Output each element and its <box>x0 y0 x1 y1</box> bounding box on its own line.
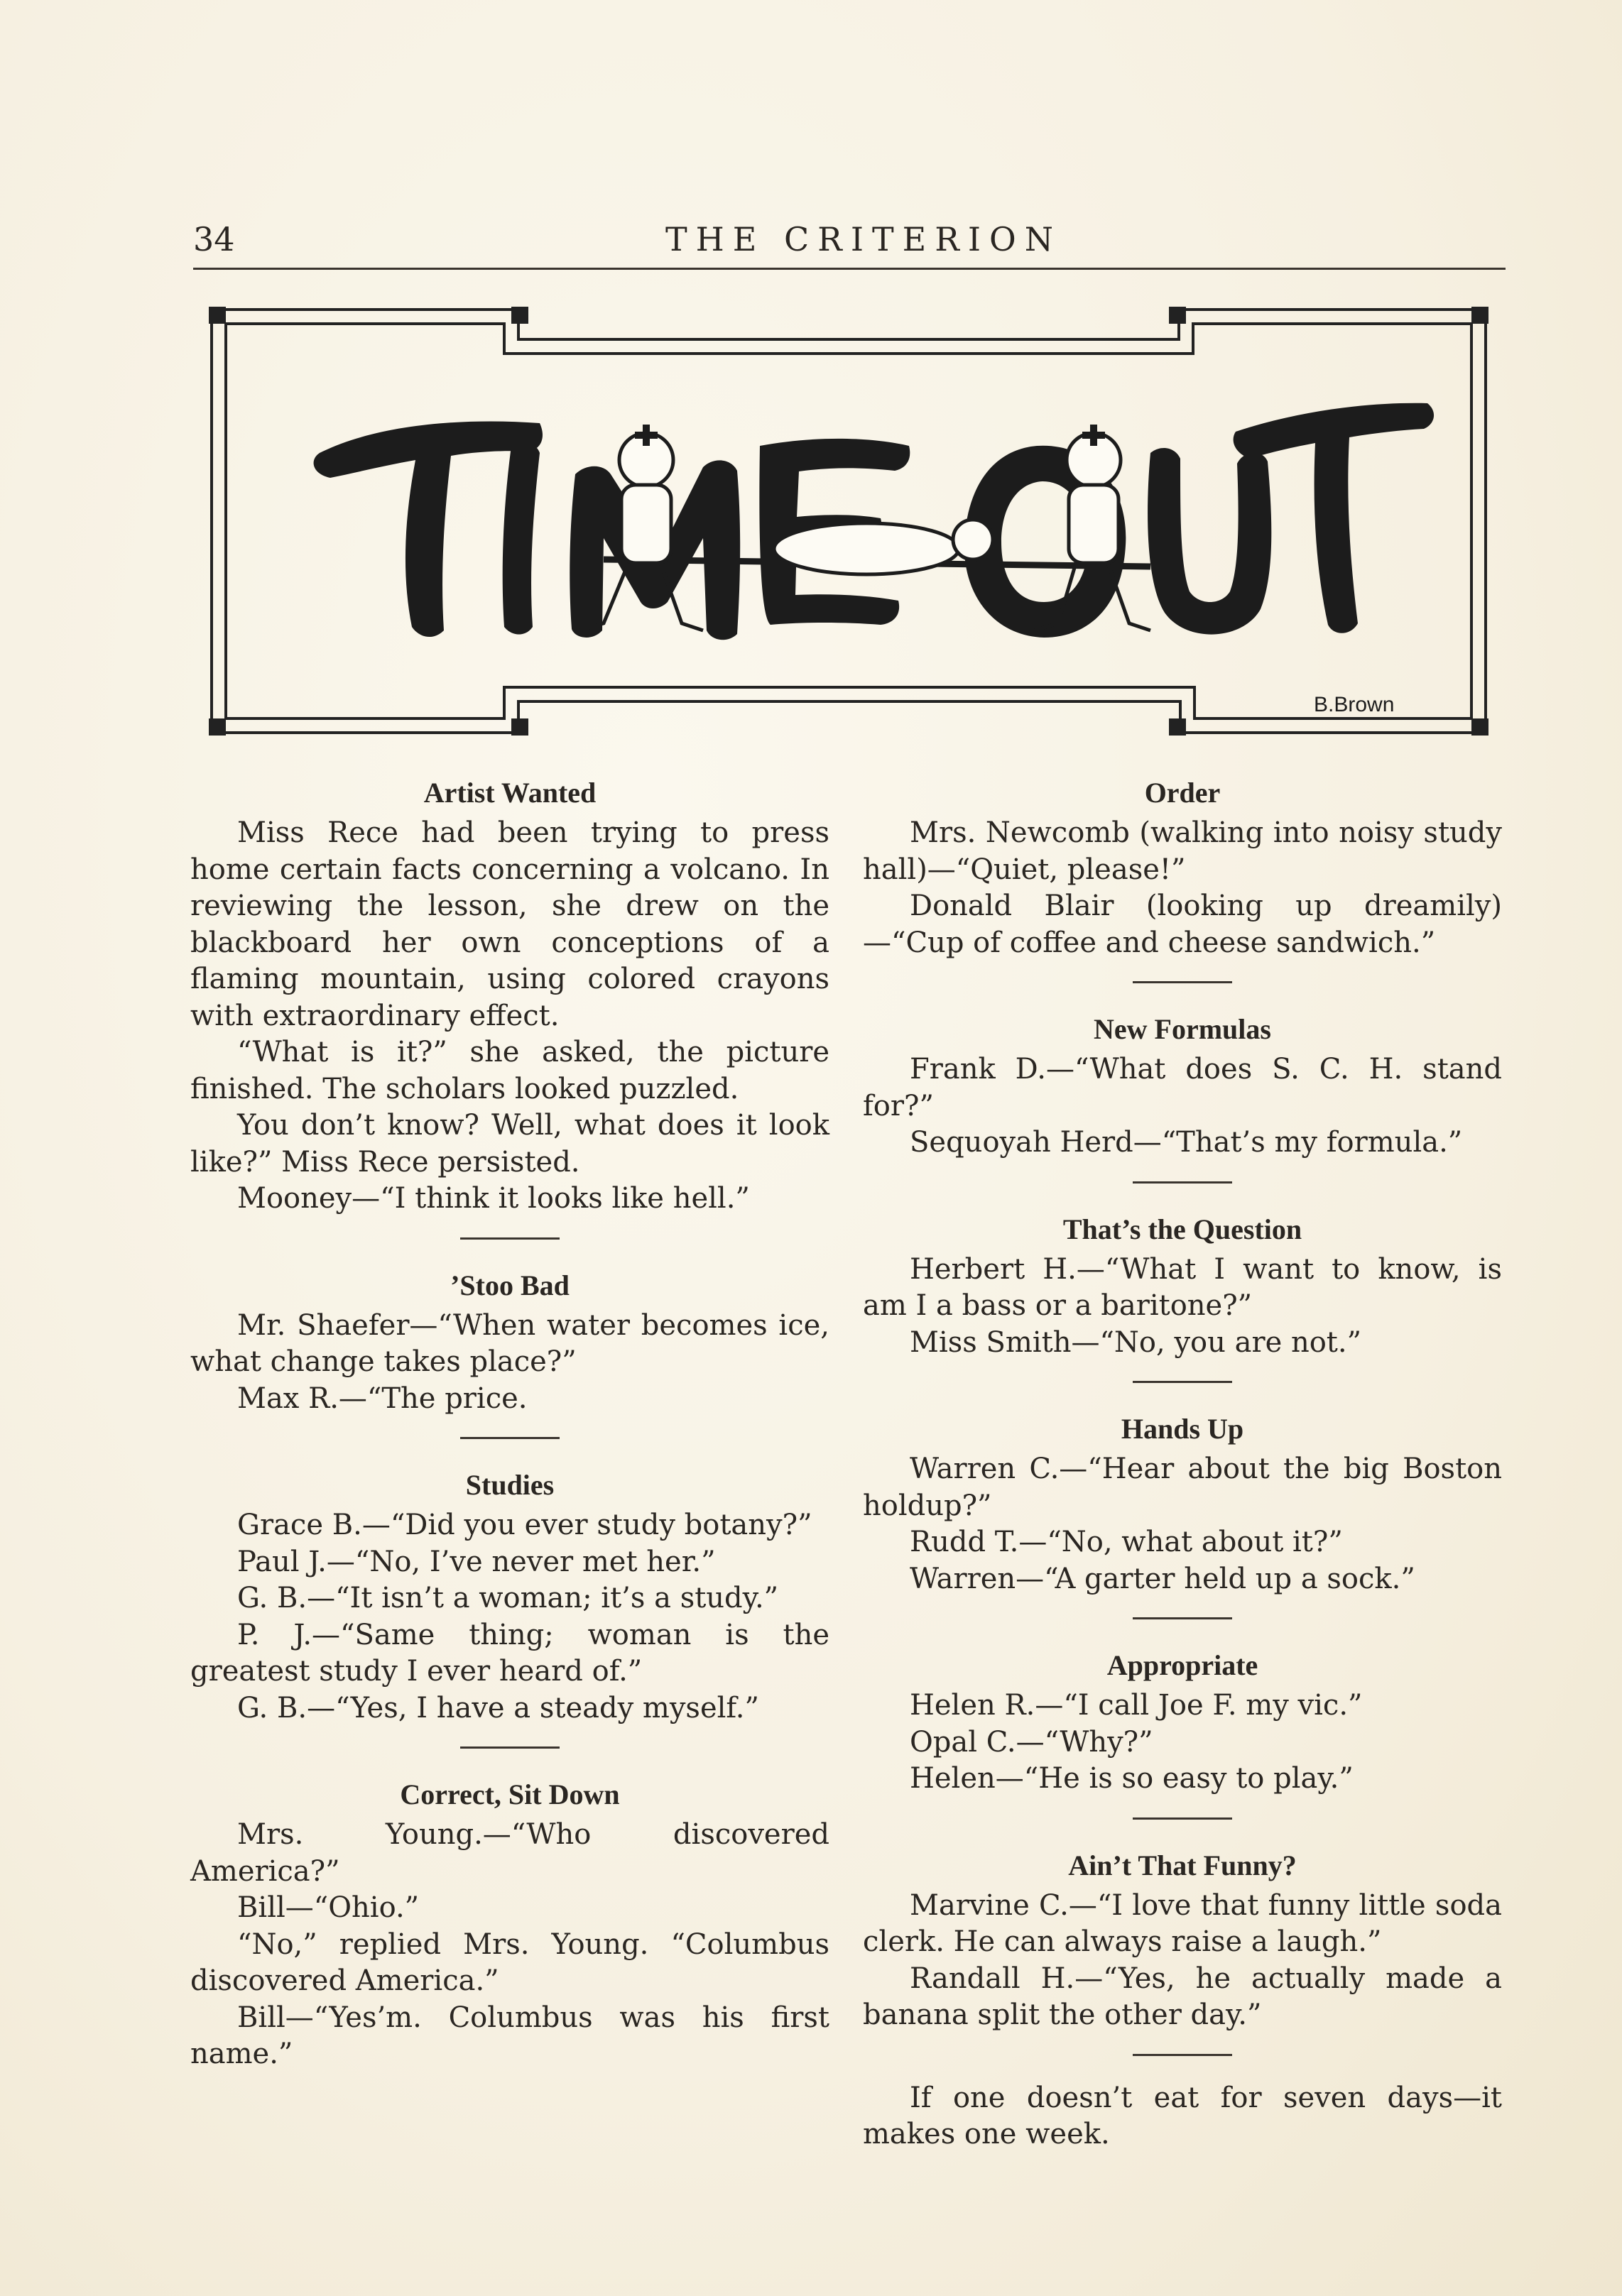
section-heading: Ain’t That Funny? <box>1068 1849 1297 1881</box>
section-heading: That’s the Question <box>1062 1213 1302 1245</box>
joke-paragraph: Frank D.—“What does S. C. H. stand for?” <box>863 1053 1502 1122</box>
section-divider <box>1133 1381 1232 1383</box>
journal-title: THE CRITERION <box>665 220 1062 258</box>
section-divider <box>460 1237 560 1240</box>
joke-paragraph: G. B.—“Yes, I have a steady myself.” <box>237 1691 759 1724</box>
joke-paragraph: Warren C.—“Hear about the big Boston holdup?” <box>863 1453 1502 1522</box>
section-heading: Studies <box>465 1469 555 1501</box>
section-divider <box>1133 1817 1232 1820</box>
joke-paragraph: If one doesn’t eat for seven days—it makes one week. <box>863 2081 1502 2150</box>
joke-paragraph: P. J.—“Same thing; woman is the greatest study I ever heard of.” <box>190 1618 829 1688</box>
section-heading: Order <box>1144 777 1221 809</box>
section-heading: Artist Wanted <box>423 777 597 809</box>
page-number: 34 <box>193 220 235 258</box>
section-divider <box>1133 1181 1232 1183</box>
joke-paragraph: Mrs. Newcomb (walking into noisy study hall)—“Quiet, please!” <box>863 816 1502 886</box>
joke-paragraph: Paul J.—“No, I’ve never met her.” <box>237 1545 716 1578</box>
artist-signature: B.Brown <box>1314 693 1395 716</box>
joke-paragraph: Randall H.—“Yes, he actually made a banana split the other day.” <box>863 1962 1502 2031</box>
joke-paragraph: You don’t know? Well, what does it look like?” Miss Rece persisted. <box>190 1109 829 1179</box>
joke-paragraph: Mooney—“I think it looks like hell.” <box>237 1182 750 1215</box>
time-out-banner <box>206 304 1491 738</box>
joke-paragraph: Mrs. Young.—“Who discovered America?” <box>190 1818 829 1888</box>
joke-paragraph: Marvine C.—“I love that funny little soda clerk. He can always raise a laugh.” <box>863 1888 1502 1958</box>
joke-paragraph: “What is it?” she asked, the picture finished. The scholars looked puzzled. <box>190 1036 829 1105</box>
section-heading: Correct, Sit Down <box>400 1778 620 1810</box>
joke-paragraph: Helen R.—“I call Joe F. my vic.” <box>910 1689 1363 1722</box>
right-column <box>863 771 1502 2153</box>
left-column <box>190 771 829 2073</box>
joke-paragraph: Rudd T.—“No, what about it?” <box>910 1526 1343 1558</box>
joke-paragraph: Bill—“Ohio.” <box>237 1891 420 1924</box>
joke-paragraph: Herbert H.—“What I want to know, is am I a bass or a baritone?” <box>863 1252 1502 1322</box>
joke-paragraph: Miss Smith—“No, you are not.” <box>910 1325 1362 1359</box>
section-divider <box>460 1437 560 1439</box>
joke-paragraph: Opal C.—“Why?” <box>910 1725 1153 1759</box>
running-head <box>193 213 1506 270</box>
section-heading: Appropriate <box>1106 1649 1258 1681</box>
section-heading: Hands Up <box>1121 1413 1244 1445</box>
banner-lettering <box>314 403 1434 640</box>
joke-paragraph: Helen—“He is so easy to play.” <box>910 1762 1354 1795</box>
joke-paragraph: “No,” replied Mrs. Young. “Columbus discovered America.” <box>190 1928 829 1997</box>
section-divider <box>1133 981 1232 983</box>
section-divider <box>1133 2054 1232 2056</box>
banner-illustration <box>206 304 1491 738</box>
joke-paragraph: Miss Rece had been trying to press home certain facts concerning a volcano. In reviewing the lesson, she drew on the blackboard her own conceptions of a flaming mountain, using colored crayons with extraordinary effect. <box>190 816 829 1032</box>
section-heading: New Formulas <box>1094 1013 1271 1045</box>
joke-paragraph: G. B.—“It isn’t a woman; it’s a study.” <box>237 1582 779 1614</box>
joke-paragraph: Bill—“Yes’m. Columbus was his first name.” <box>190 2001 829 2070</box>
joke-paragraph: Donald Blair (looking up dreamily)—“Cup of coffee and cheese sandwich.” <box>863 890 1502 959</box>
section-divider <box>460 1746 560 1749</box>
header-rule <box>193 268 1506 270</box>
joke-paragraph: Grace B.—“Did you ever study botany?” <box>237 1509 812 1541</box>
joke-paragraph: Mr. Shaefer—“When water becomes ice, what change takes place?” <box>190 1308 829 1378</box>
section-divider <box>1133 1617 1232 1619</box>
joke-paragraph: Sequoyah Herd—“That’s my formula.” <box>910 1126 1463 1159</box>
section-heading: ’Stoo Bad <box>450 1269 570 1301</box>
joke-paragraph: Max R.—“The price. <box>237 1382 528 1415</box>
joke-paragraph: Warren—“A garter held up a sock.” <box>910 1562 1415 1595</box>
